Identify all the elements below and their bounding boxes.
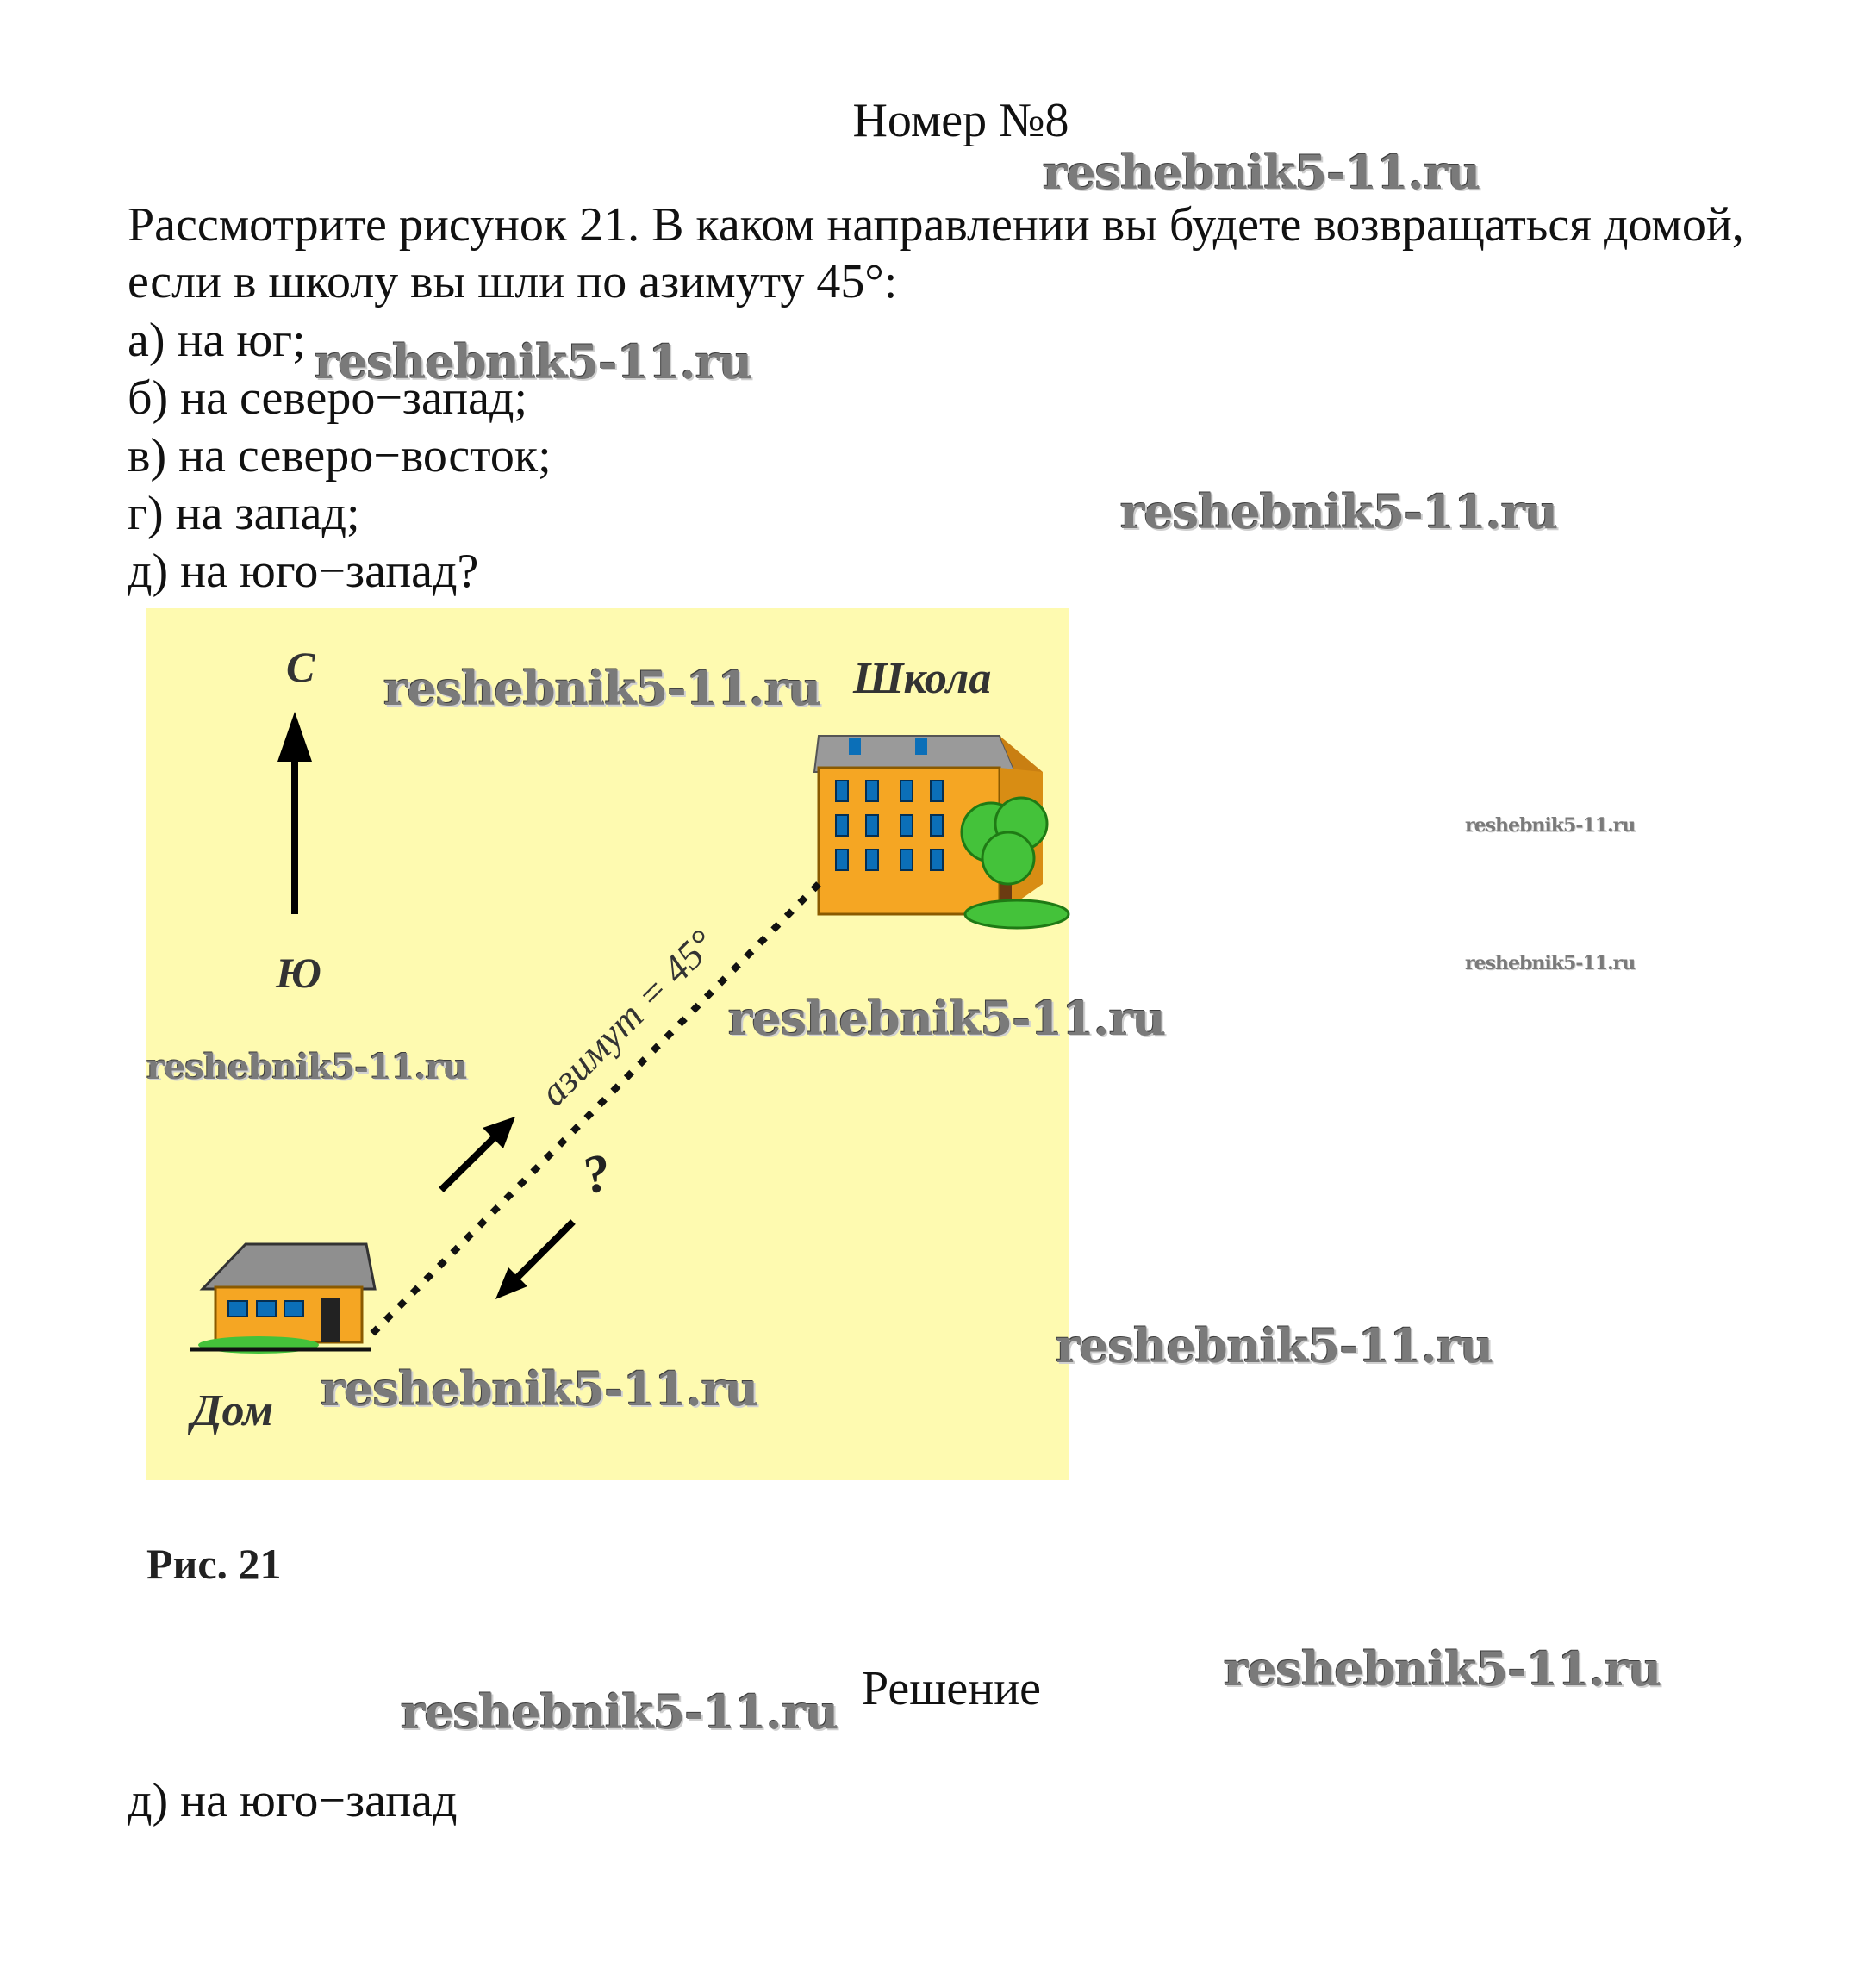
figure-caption: Рис. 21 <box>146 1540 282 1588</box>
watermark: reshebnik5-11.ru <box>1120 484 1558 539</box>
watermark: reshebnik5-11.ru <box>383 661 821 716</box>
watermark: reshebnik5-11.ru <box>146 1047 467 1087</box>
watermark: reshebnik5-11.ru <box>1465 952 1636 974</box>
watermark: reshebnik5-11.ru <box>728 991 1166 1046</box>
page-title: Номер №8 <box>852 94 1069 147</box>
watermark: reshebnik5-11.ru <box>1043 145 1480 200</box>
watermark: reshebnik5-11.ru <box>315 334 752 389</box>
home-label: Дом <box>191 1386 274 1435</box>
route-line <box>369 884 819 1337</box>
watermark: reshebnik5-11.ru <box>321 1361 758 1416</box>
arrow-to-school-icon <box>441 1117 515 1190</box>
house-icon <box>190 1244 375 1354</box>
south-label: Ю <box>276 949 321 997</box>
option-d: г) на запад; <box>128 487 360 540</box>
option-b: б) на северо−запад; <box>128 371 528 425</box>
figure-21 <box>129 608 1077 1616</box>
school-label: Школа <box>853 654 992 703</box>
watermark: reshebnik5-11.ru <box>1465 814 1636 837</box>
azimuth-label: азимут = 45° <box>531 921 724 1115</box>
question-text: Рассмотрите рисунок 21. В каком направлении вы будете возвращаться домой, если в школу вы шли по азимуту 45°: <box>128 198 1744 308</box>
option-c: в) на северо−восток; <box>128 429 552 482</box>
watermark: reshebnik5-11.ru <box>1224 1641 1661 1696</box>
watermark: reshebnik5-11.ru <box>1056 1318 1493 1373</box>
question-mark: ? <box>577 1142 618 1206</box>
arrow-to-home-icon <box>495 1222 573 1299</box>
north-label: С <box>286 643 315 691</box>
watermark: reshebnik5-11.ru <box>401 1684 838 1740</box>
option-e: д) на юго−запад? <box>128 545 479 598</box>
solution-heading: Решение <box>862 1662 1042 1715</box>
north-arrow-icon <box>277 712 312 914</box>
option-a: а) на юг; <box>128 314 306 367</box>
solution-answer: д) на юго−запад <box>128 1774 458 1827</box>
